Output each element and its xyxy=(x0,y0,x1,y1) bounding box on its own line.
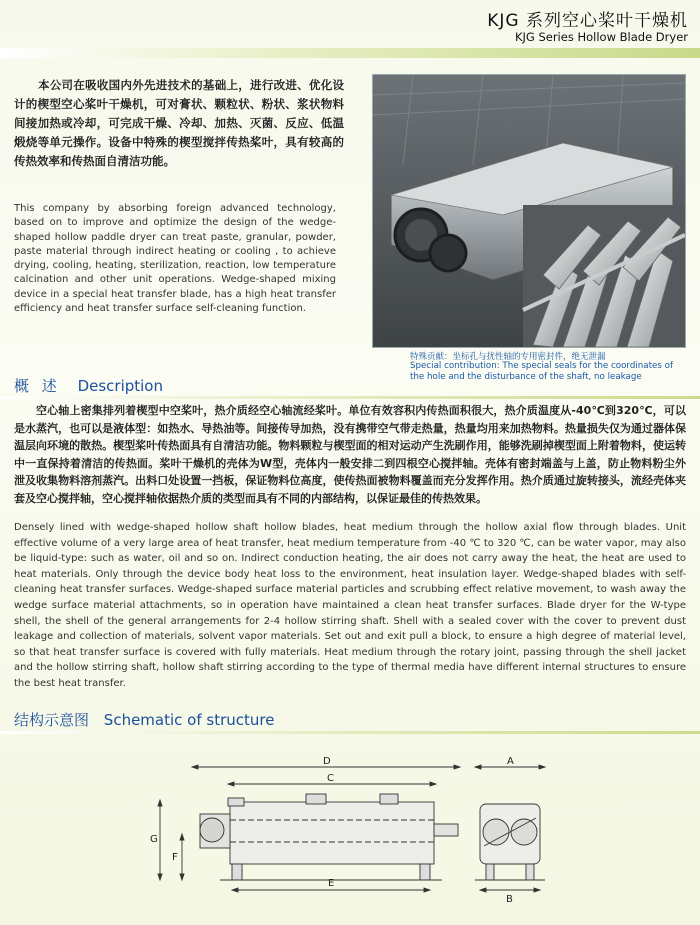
title-cn: KJG 系列空心桨叶干燥机 xyxy=(487,11,688,31)
description-heading-en: Description xyxy=(77,377,163,395)
dim-label-d: D xyxy=(323,756,331,767)
intro-text-cn: 本公司在吸收国内外先进技术的基础上，进行改进、优化设计的楔型空心桨叶干燥机，可对膏状、颗粒状、粉状、浆状物料间接加热或冷却，可完成干燥、冷却、加热、灭菌、反应、低温煅烧等单元操作。设备中特殊的楔型搅拌传热桨叶，具有较高的传热效率和传热面自清洁功能。 xyxy=(14,78,344,168)
structure-heading-cn: 结构示意图 xyxy=(14,711,90,729)
dim-label-e: E xyxy=(328,878,335,889)
intro-text-en: This company by absorbing foreign advanced technology, based on to improve and optimize the design of the wedge-shaped hollow paddle dryer can treat paste, granular, powder, paste material through indirect heating or cooling , to achieve drying, cooling, heating, sterilization, reaction, low temperature calcination and other unit operations. Wedge-shaped mixing device in a special heat transfer blade, has a high heat transfer efficiency and heat transfer surface self-cleaning function. xyxy=(14,203,336,315)
header-rule xyxy=(0,48,700,58)
dim-label-c: C xyxy=(327,773,334,784)
description-heading-cn: 概 述 xyxy=(14,377,61,395)
description-heading xyxy=(14,375,163,396)
title-en: KJG Series Hollow Blade Dryer xyxy=(514,30,688,44)
photo-caption-cn: 特殊贡献：坐标孔与扰性轴的专用密封件，绝无泄漏 xyxy=(410,352,606,362)
description-text-cn: 空心轴上密集排列着楔型中空桨叶，热介质经空心轴流经桨叶。单位有效容积内传热面积很大，热介质温度从-40℃到320℃，可以是水蒸汽，也可以是液体型：如热水、导热油等。间接传导加热，没有携带空气带走热量，热量均用来加热物料。热量损失仅为通过器体保温层向环境的散热。楔型桨叶传热面具有自清洁功能。物料颗粒与楔型面的相对运动产生洗刷作用，能够洗刷掉楔型面上附着物料，使运转中一直保持着清洁的传热面。桨叶干燥机的壳体为W型，壳体内一般安排二到四根空心搅拌轴。壳体有密封端盖与上盖，防止物料粉尘外泄及收集物料溶剂蒸汽。出料口处设置一挡板，保证物料位高度，使传热面被物料覆盖而充分发挥作用。热介质通过旋转接头，流经壳体夹套及空心搅拌轴，空心搅拌轴依据热介质的类型而具有不同的内部结构，以保证最佳的传热效果。 xyxy=(14,404,686,505)
product-photo xyxy=(372,74,686,348)
photo-caption-en: Special contribution: The special seals for the coordinates of the hole and the disturbance of the shaft, no leakage xyxy=(410,361,674,382)
structure-heading xyxy=(14,709,274,730)
dim-label-g: G xyxy=(150,834,158,845)
structure-heading-en: Schematic of structure xyxy=(103,711,275,729)
dim-label-b: B xyxy=(506,894,513,905)
description-text-en: Densely lined with wedge-shaped hollow shaft hollow blades, heat medium through the hollow axial flow through blades. Unit effective volume of a very large area of heat transfer, heat medium temperature from -40 ℃ to 320 ℃, can be water vapor, may also be liquid-type: such as water, oil and so on. Indirect conduction heating, the air does not carry away the heat, the heat are used to heat materials. Only through the device body heat loss to the environment, heat insulation layer. Wedge-shaped blades with self-cleaning heat transfer surfaces. Wedge-shaped surface material particles and scrubbing effect relative movement, to wash away the wedge surface material attachments, so in operation have maintained a clean heat transfer surfaces. Blade dryer for the W-type shell, the shell of the general arrangements for 2-4 hollow stirring shaft. Shell with a sealed cover with the cover to prevent dust leakage and collection of materials, solvent vapor materials. Set out and exit pull a block, to ensure a high degree of material level, so that heat transfer surface is covered with fully materials. Heat medium through the rotary joint, passing through the shell jacket and the hollow stirring shaft, hollow shaft stirring according to the type of thermal media have different internal structures to ensure the best heat transfer. xyxy=(14,522,686,689)
description-rule xyxy=(0,396,700,399)
dryer-photo-illustration xyxy=(373,75,685,347)
dim-label-f: F xyxy=(172,852,178,863)
structure-diagram xyxy=(130,742,550,914)
structure-rule xyxy=(0,731,700,734)
dim-label-a: A xyxy=(507,756,514,767)
